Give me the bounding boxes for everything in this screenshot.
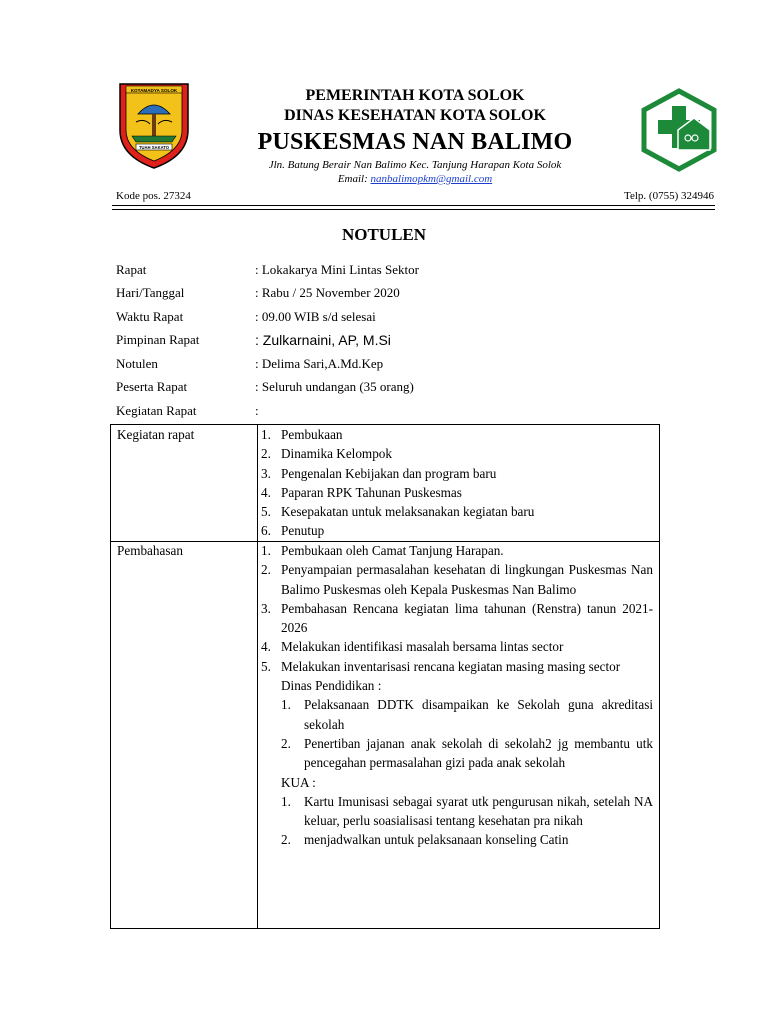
list-item <box>261 425 653 444</box>
info-label: Peserta Rapat <box>116 379 188 395</box>
item-number: 3. <box>261 465 271 481</box>
item-number: 4. <box>261 484 271 500</box>
city-emblem-logo <box>116 78 192 170</box>
kegiatan-list <box>261 425 653 541</box>
kegiatan-label: Kegiatan rapat <box>117 427 195 442</box>
document-title: NOTULEN <box>341 225 427 244</box>
item-number: 2. <box>281 832 291 848</box>
list-item <box>261 541 653 560</box>
puskesmas-logo <box>640 88 718 172</box>
info-label: Hari/Tanggal <box>116 285 185 301</box>
header-address: Jln. Batung Berair Nan Balimo Kec. Tanjung Harapan Kota Solok <box>268 159 562 171</box>
info-row <box>116 352 676 376</box>
list-item <box>261 560 653 599</box>
item-text: Pelaksanaan DDTK disampaikan ke Sekolah guna akreditasi sekolah <box>304 697 653 732</box>
item-number: 3. <box>261 600 271 616</box>
item-number: 2. <box>261 446 271 462</box>
pembahasan-label: Pembahasan <box>117 543 183 558</box>
info-row <box>116 376 676 400</box>
list-item <box>261 464 653 483</box>
list-item <box>261 521 653 540</box>
header-rule-thick <box>112 205 715 206</box>
dinas-pendidikan-heading: Dinas Pendidikan : <box>281 678 382 694</box>
info-row <box>116 399 676 423</box>
postal-code: Kode pos. 27324 <box>116 190 191 202</box>
email-link[interactable]: nanbalimopkm@gmail.com <box>370 173 493 185</box>
list-item <box>261 657 653 676</box>
info-value: : Seluruh undangan (35 orang) <box>255 379 414 395</box>
header-line-2: DINAS KESEHATAN KOTA SOLOK <box>284 107 546 124</box>
info-label: Rapat <box>116 261 147 277</box>
info-row <box>116 258 676 282</box>
item-number: 1. <box>281 697 291 713</box>
item-text: menjadwalkan untuk pelaksanaan konseling Catin <box>304 832 569 848</box>
item-text: Pembahasan Rencana kegiatan lima tahunan (Renstra) tanun 2021-2026 <box>281 600 653 636</box>
item-number: 4. <box>261 639 271 655</box>
item-text: Penutup <box>281 523 325 539</box>
item-number: 6. <box>261 523 271 539</box>
pembahasan-list <box>261 541 653 850</box>
item-text: Paparan RPK Tahunan Puskesmas <box>281 484 462 500</box>
info-label: Kegiatan Rapat <box>116 402 197 418</box>
list-item <box>261 483 653 502</box>
header-line-3: PUSKESMAS NAN BALIMO <box>257 129 573 155</box>
emblem-bottom-text: TUAH SAKATO <box>138 145 170 150</box>
header-rule-thin <box>112 209 715 210</box>
kua-heading: KUA : <box>281 774 316 790</box>
item-text: Pembukaan oleh Camat Tanjung Harapan. <box>281 543 504 558</box>
emblem-top-text: KOTAMADYA SOLOK <box>130 88 178 93</box>
item-text: Melakukan inventarisasi rencana kegiatan masing masing sector <box>281 658 621 674</box>
item-number: 1. <box>261 543 271 558</box>
meeting-info <box>116 258 676 423</box>
info-row <box>116 282 676 306</box>
header-line-1: PEMERINTAH KOTA SOLOK <box>305 87 525 104</box>
list-item <box>261 637 653 656</box>
sub-list-item <box>261 695 653 734</box>
item-text: Pembukaan <box>281 427 343 442</box>
info-value: : Lokakarya Mini Lintas Sektor <box>255 261 419 277</box>
item-number: 5. <box>261 504 271 520</box>
info-value: : Rabu / 25 November 2020 <box>255 285 400 301</box>
item-number: 2. <box>281 735 291 751</box>
sub-list-item <box>261 830 653 849</box>
sub-list-item <box>261 792 653 831</box>
list-item <box>261 502 653 521</box>
sub-list-item <box>261 734 653 773</box>
item-text: Kartu Imunisasi sebagai syarat utk pengurusan nikah, setelah NA keluar, perlu soasialisasi tentang kesehatan pra nikah <box>304 793 653 829</box>
info-value: : Delima Sari,A.Md.Kep <box>255 355 384 371</box>
info-label: Notulen <box>116 355 158 371</box>
list-item <box>261 444 653 463</box>
telephone: Telp. (0755) 324946 <box>624 190 714 202</box>
header-email-line <box>230 172 600 186</box>
info-row <box>116 329 676 353</box>
list-item <box>261 599 653 638</box>
item-text: Pengenalan Kebijakan dan program baru <box>281 465 497 481</box>
item-number: 1. <box>261 427 271 442</box>
item-number: 5. <box>261 658 271 674</box>
minutes-table <box>110 424 660 929</box>
table-column-divider <box>257 425 258 928</box>
item-text: Kesepakatan untuk melaksanakan kegiatan baru <box>281 504 535 520</box>
info-label: Pimpinan Rapat <box>116 332 200 348</box>
info-value: : 09.00 WIB s/d selesai <box>255 308 376 324</box>
item-number: 1. <box>281 793 291 809</box>
item-text: Melakukan identifikasi masalah bersama lintas sector <box>281 639 564 655</box>
item-text: Dinamika Kelompok <box>281 446 392 462</box>
info-label: Waktu Rapat <box>116 308 184 324</box>
item-text: Penertiban jajanan anak sekolah di sekolah2 jg membantu utk pencegahan permasalahan gizi pada anak sekolah <box>304 735 653 771</box>
item-number: 2. <box>261 562 271 578</box>
info-value: : <box>255 402 259 418</box>
email-label: Email: <box>337 173 368 185</box>
letterhead <box>230 86 600 186</box>
info-value: : Zulkarnaini, AP, M.Si <box>255 332 391 349</box>
item-text: Penyampaian permasalahan kesehatan di lingkungan Puskesmas Nan Balimo Puskesmas oleh Kepala Puskesmas Nan Balimo <box>281 562 653 597</box>
info-row <box>116 305 676 329</box>
